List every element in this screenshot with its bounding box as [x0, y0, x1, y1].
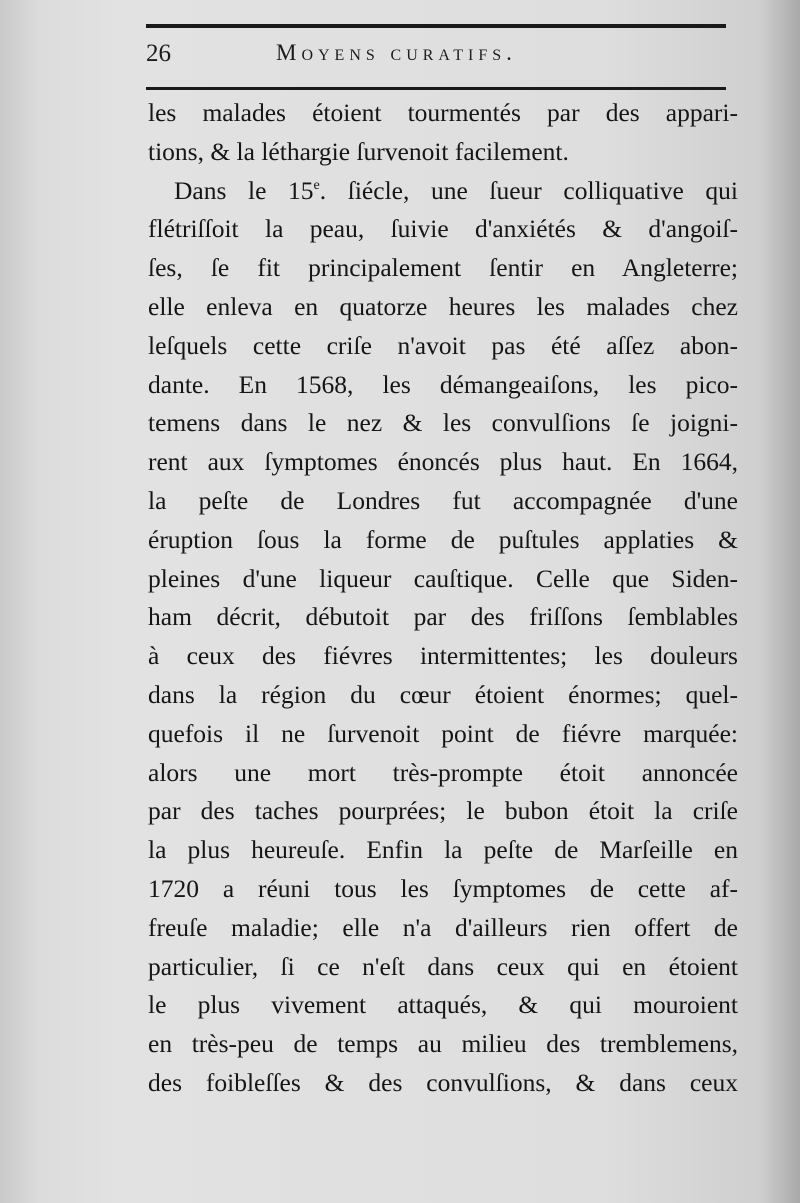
page-header	[146, 38, 726, 78]
text-line: par des taches pourprées; le bubon étoit la criſe	[148, 796, 738, 826]
text-line: pleines d'une liqueur cauſtique. Celle que Siden-	[148, 563, 738, 593]
text-line: alors une mort très-prompte étoit annoncée	[148, 757, 738, 787]
text-line: à ceux des fiévres intermittentes; les douleurs	[148, 641, 738, 671]
text-line: ſes, ſe fit principalement ſentir en Angleterre;	[148, 253, 738, 283]
text-line: tions, & la léthargie ſurvenoit facilement.	[148, 136, 569, 166]
page-number: 26	[146, 40, 171, 67]
header-rule-bottom	[146, 87, 726, 90]
body-text	[148, 94, 738, 1103]
text-line: 1720 a réuni tous les ſymptomes de cette af-	[148, 873, 738, 903]
text-line: elle enleva en quatorze heures les malades chez	[148, 291, 738, 321]
text-line: freuſe maladie; elle n'a d'ailleurs rien offert de	[148, 912, 738, 942]
text-line: éruption ſous la forme de puſtules applaties &	[148, 524, 738, 554]
superscript: e	[313, 177, 320, 193]
text-line: temens dans le nez & les convulſions ſe joigni-	[148, 408, 738, 438]
text-line: dans la région du cœur étoient énormes; quel-	[148, 679, 738, 709]
text-line: flétriſſoit la peau, ſuivie d'anxiétés & d'angoiſ-	[148, 214, 738, 244]
text-line: en très-peu de temps au milieu des tremblemens,	[148, 1029, 738, 1059]
text-line: leſquels cette criſe n'avoit pas été aſſez abon-	[148, 330, 738, 360]
text-line-rest: . ſiécle, une ſueur colliquative qui	[319, 175, 738, 205]
text-line: ham décrit, débutoit par des friſſons ſemblables	[148, 602, 738, 632]
text-line: la plus heureuſe. Enfin la peſte de Marſeille en	[148, 835, 738, 865]
text-line: des foibleſſes & des convulſions, & dans ceux	[148, 1067, 738, 1097]
running-head: Moyens curatifs.	[276, 40, 517, 65]
text-line: quefois il ne ſurvenoit point de fiévre marquée:	[148, 718, 738, 748]
text-line: dante. En 1568, les démangeaiſons, les pico-	[148, 369, 738, 399]
text-line-start: Dans le 15	[174, 175, 314, 205]
text-line: rent aux ſymptomes énoncés plus haut. En 1664,	[148, 447, 738, 477]
header-rule-top	[146, 24, 726, 28]
text-line: la peſte de Londres fut accompagnée d'une	[148, 485, 738, 515]
text-line: le plus vivement attaqués, & qui mouroient	[148, 990, 738, 1020]
text-line: particulier, ſi ce n'eſt dans ceux qui en étoient	[148, 951, 738, 981]
text-line	[148, 172, 738, 211]
text-line: les malades étoient tourmentés par des appari-	[148, 98, 738, 127]
